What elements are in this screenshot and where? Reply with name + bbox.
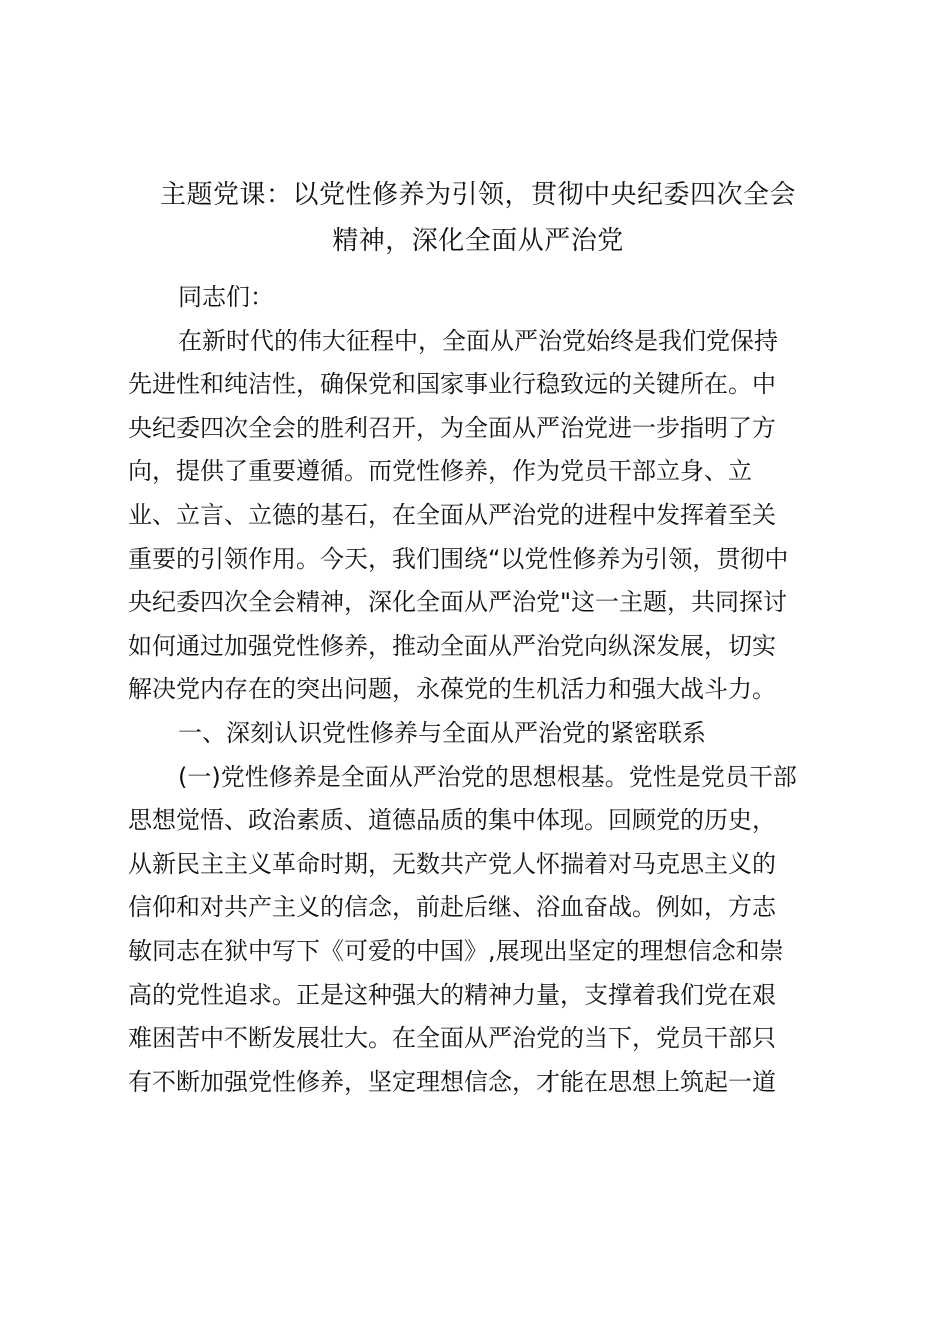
document-title xyxy=(128,172,828,264)
title-line-1: 主题党课：以党性修养为引领，贯彻中央纪委四次全会 xyxy=(159,180,796,210)
text-line: 敏同志在狱中写下《可爱的中国》,展现出坚定的理想信念和崇 xyxy=(128,936,784,965)
text-line: 高的党性追求。正是这种强大的精神力量，支撑着我们党在艰 xyxy=(128,980,776,1009)
text-line: 重要的引领作用。今天，我们围绕“以党性修养为引领，贯彻中 xyxy=(128,544,789,573)
text-line: 向，提供了重要遵循。而党性修养，作为党员干部立身、立 xyxy=(128,457,752,486)
text-line: 解决党内存在的突出问题，永葆党的生机活力和强大战斗力。 xyxy=(128,675,776,704)
document-body xyxy=(128,276,828,1104)
text-line: 一、深刻认识党性修养与全面从严治党的紧密联系 xyxy=(178,718,706,747)
text-line: 有不断加强党性修养，坚定理想信念，才能在思想上筑起一道 xyxy=(128,1067,776,1096)
text-line: 央纪委四次全会精神，深化全面从严治党"这一主题，共同探讨 xyxy=(128,588,788,617)
text-line: (一)党性修养是全面从严治党的思想根基。党性是党员干部 xyxy=(178,762,797,791)
text-line: 同志们： xyxy=(178,283,274,311)
text-line: 难困苦中不断发展壮大。在全面从严治党的当下，党员干部只 xyxy=(128,1024,776,1053)
text-line: 如何通过加强党性修养，推动全面从严治党向纵深发展，切实 xyxy=(128,631,776,660)
text-line: 央纪委四次全会的胜利召开，为全面从严治党进一步指明了方 xyxy=(128,413,776,442)
text-line: 思想觉悟、政治素质、道德品质的集中体现。回顾党的历史， xyxy=(128,806,776,835)
text-line: 从新民主主义革命时期，无数共产党人怀揣着对马克思主义的 xyxy=(128,849,776,878)
text-line: 业、立言、立德的基石，在全面从严治党的进程中发挥着至关 xyxy=(128,500,776,529)
text-line: 先进性和纯洁性，确保党和国家事业行稳致远的关键所在。中 xyxy=(128,370,776,399)
text-line: 在新时代的伟大征程中，全面从严治党始终是我们党保持 xyxy=(178,326,778,355)
title-line-2: 精神，深化全面从严治党 xyxy=(332,226,624,256)
text-line: 信仰和对共产主义的信念，前赴后继、浴血奋战。例如，方志 xyxy=(128,893,776,922)
